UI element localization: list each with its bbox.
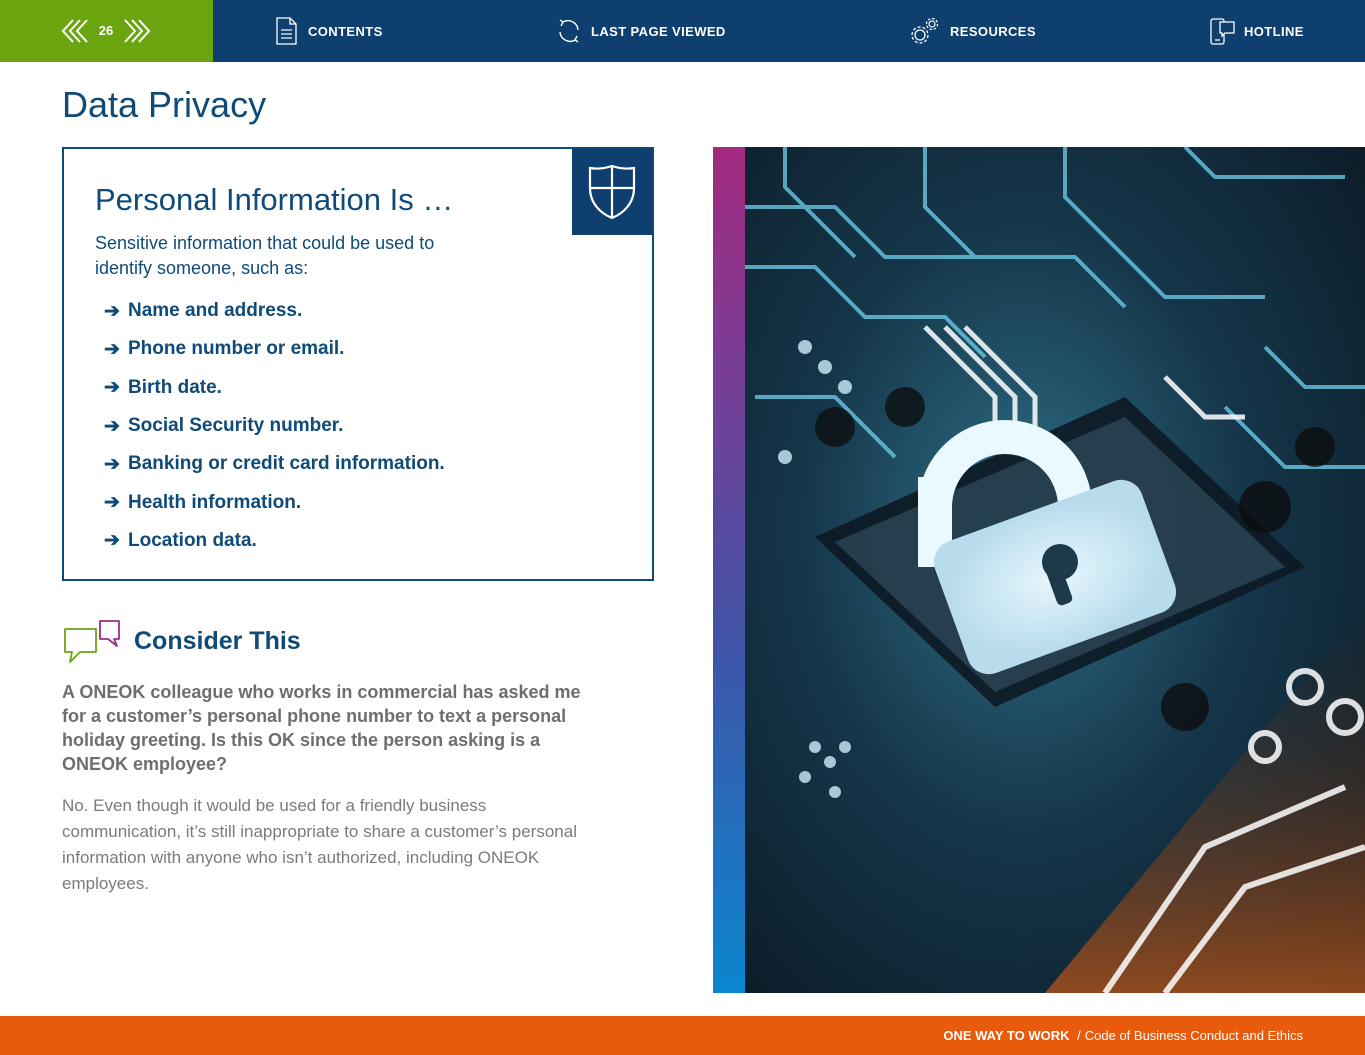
page-title: Data Privacy	[62, 84, 267, 125]
list-item-text: Health information.	[128, 491, 302, 513]
top-navigation-bar	[0, 0, 1365, 62]
list-item	[104, 445, 445, 483]
nav-contents-label: CONTENTS	[308, 23, 383, 39]
document-icon	[272, 16, 300, 46]
footer-separator: /	[1077, 1028, 1081, 1043]
footer-brand: ONE WAY TO WORK	[943, 1028, 1070, 1043]
arrow-icon: ➔	[104, 453, 120, 475]
arrow-icon: ➔	[104, 338, 120, 360]
circuit-lock-photo	[745, 147, 1365, 993]
nav-contents[interactable]	[272, 0, 383, 62]
gears-icon	[908, 16, 942, 46]
list-item-text: Banking or credit card information.	[128, 453, 445, 475]
nav-hotline[interactable]	[1208, 0, 1304, 62]
page-number: 26	[98, 23, 114, 38]
nav-hotline-label: HOTLINE	[1244, 23, 1304, 39]
arrow-icon: ➔	[104, 300, 120, 322]
refresh-icon	[555, 16, 583, 46]
nav-last-page-viewed[interactable]	[555, 0, 726, 62]
arrow-icon: ➔	[104, 530, 120, 552]
list-item-text: Location data.	[128, 529, 257, 551]
consider-heading: Consider This	[134, 627, 301, 655]
data-security-image	[713, 147, 1365, 993]
personal-info-list	[104, 292, 445, 560]
box-heading: Personal Information Is …	[95, 182, 454, 217]
list-item-text: Birth date.	[128, 376, 222, 398]
list-item	[104, 369, 445, 407]
box-intro: Sensitive information that could be used to identify someone, such as:	[95, 233, 435, 278]
list-item	[104, 292, 445, 330]
phone-chat-icon	[1208, 16, 1236, 46]
shield-badge	[572, 149, 652, 235]
color-stripe	[713, 147, 745, 993]
nav-resources-label: RESOURCES	[950, 23, 1036, 39]
footer-bar	[0, 1016, 1365, 1055]
list-item	[104, 522, 445, 560]
scenario-question: A ONEOK colleague who works in commercial has asked me for a customer’s personal phone number to text a personal holiday greeting. Is this OK since the person asking is a ONEOK employee?	[62, 682, 581, 774]
scenario-answer: No. Even though it would be used for a friendly business communication, it’s still inappropriate to share a customer’s personal information with anyone who isn’t authorized, including ONEOK employees.	[62, 796, 577, 893]
arrow-icon: ➔	[104, 377, 120, 399]
list-item	[104, 483, 445, 521]
list-item-text: Social Security number.	[128, 415, 344, 437]
arrow-icon: ➔	[104, 492, 120, 514]
nav-last-page-label: LAST PAGE VIEWED	[591, 23, 726, 39]
shield-icon	[587, 163, 637, 221]
next-page-icon[interactable]	[122, 17, 152, 45]
list-item-text: Name and address.	[128, 300, 303, 322]
personal-information-box	[62, 147, 654, 581]
footer-doc-title: Code of Business Conduct and Ethics	[1084, 1028, 1303, 1043]
page-navigator	[0, 0, 213, 62]
nav-resources[interactable]	[908, 0, 1036, 62]
speech-bubbles-icon	[62, 619, 122, 667]
list-item-text: Phone number or email.	[128, 338, 345, 360]
footer-text	[943, 1028, 1303, 1043]
previous-page-icon[interactable]	[60, 17, 90, 45]
list-item	[104, 407, 445, 445]
arrow-icon: ➔	[104, 415, 120, 437]
list-item	[104, 330, 445, 368]
